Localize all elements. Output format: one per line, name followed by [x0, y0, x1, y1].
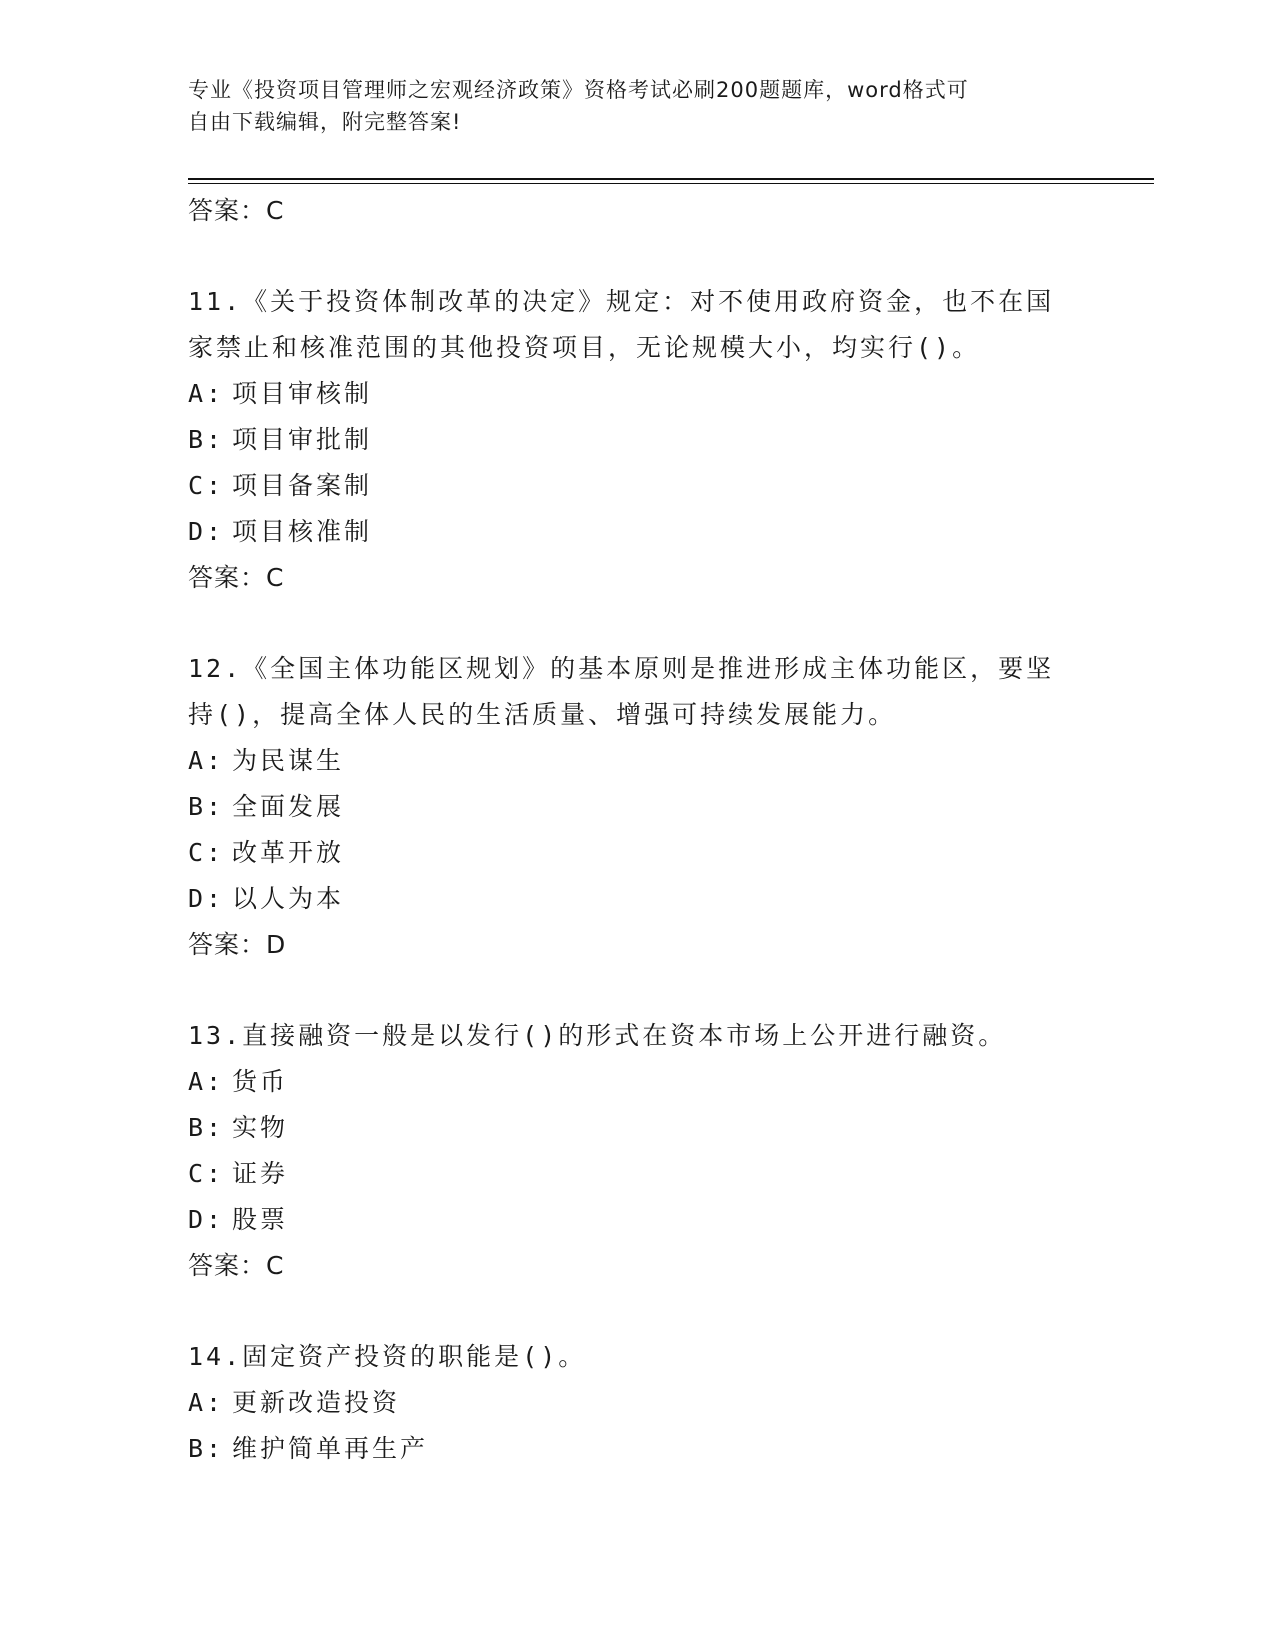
stem-line: 13.直接融资一般是以发行()的形式在资本市场上公开进行融资。: [188, 1021, 1007, 1050]
option-a: [188, 738, 1088, 784]
option-text: 全面发展: [232, 792, 345, 821]
option-key: C:: [188, 1159, 225, 1188]
header-divider-thick: [188, 178, 1154, 180]
option-b: [188, 417, 1088, 463]
option-key: A:: [188, 1388, 225, 1417]
option-c: [188, 1151, 1088, 1197]
stem-line: 12.《全国主体功能区规划》的基本原则是推进形成主体功能区，要坚: [188, 654, 1055, 683]
option-key: D:: [188, 517, 225, 546]
option-text: 实物: [232, 1113, 289, 1142]
stem-line: 11.《关于投资体制改革的决定》规定：对不使用政府资金，也不在国: [188, 287, 1055, 316]
question-14: [188, 1334, 1088, 1472]
question-stem: [188, 1013, 1088, 1059]
option-key: B:: [188, 1434, 225, 1463]
option-c: [188, 830, 1088, 876]
option-text: 项目审批制: [232, 425, 373, 454]
option-key: A:: [188, 746, 225, 775]
option-b: [188, 1105, 1088, 1151]
question-11: [188, 279, 1088, 601]
answer-previous: 答案：C: [188, 196, 285, 225]
question-13: [188, 1013, 1088, 1289]
option-text: 货币: [232, 1067, 289, 1096]
document-body: [188, 188, 1088, 1472]
question-stem: [188, 1334, 1088, 1380]
option-a: [188, 371, 1088, 417]
header-line-1: 专业《投资项目管理师之宏观经济政策》资格考试必刷200题题库，word格式可: [188, 78, 969, 102]
question-stem: [188, 279, 1088, 371]
option-key: B:: [188, 792, 225, 821]
option-b: [188, 784, 1088, 830]
stem-line: 持()，提高全体人民的生活质量、增强可持续发展能力。: [188, 700, 897, 729]
option-key: C:: [188, 838, 225, 867]
option-text: 证券: [232, 1159, 289, 1188]
question-stem: [188, 646, 1088, 738]
option-text: 股票: [232, 1205, 289, 1234]
answer: 答案：C: [188, 1251, 285, 1280]
option-key: C:: [188, 471, 225, 500]
option-a: [188, 1059, 1088, 1105]
option-a: [188, 1380, 1088, 1426]
option-b: [188, 1426, 1088, 1472]
header-divider-thin: [188, 183, 1154, 184]
option-text: 维护简单再生产: [232, 1434, 429, 1463]
option-key: D:: [188, 1205, 225, 1234]
document-header: [188, 74, 1088, 138]
option-key: A:: [188, 1067, 225, 1096]
header-line-2: 自由下载编辑，附完整答案!: [188, 110, 462, 134]
option-d: [188, 876, 1088, 922]
option-key: B:: [188, 425, 225, 454]
option-text: 项目审核制: [232, 379, 373, 408]
answer: 答案：C: [188, 563, 285, 592]
option-c: [188, 463, 1088, 509]
option-text: 项目核准制: [232, 517, 373, 546]
option-key: A:: [188, 379, 225, 408]
question-12: [188, 646, 1088, 968]
stem-line: 家禁止和核准范围的其他投资项目，无论规模大小，均实行()。: [188, 333, 981, 362]
option-d: [188, 509, 1088, 555]
stem-line: 14.固定资产投资的职能是()。: [188, 1342, 587, 1371]
option-text: 为民谋生: [232, 746, 345, 775]
answer: 答案：D: [188, 930, 287, 959]
option-text: 改革开放: [232, 838, 345, 867]
option-text: 以人为本: [232, 884, 345, 913]
option-key: B:: [188, 1113, 225, 1142]
option-d: [188, 1197, 1088, 1243]
option-key: D:: [188, 884, 225, 913]
option-text: 更新改造投资: [232, 1388, 401, 1417]
option-text: 项目备案制: [232, 471, 373, 500]
